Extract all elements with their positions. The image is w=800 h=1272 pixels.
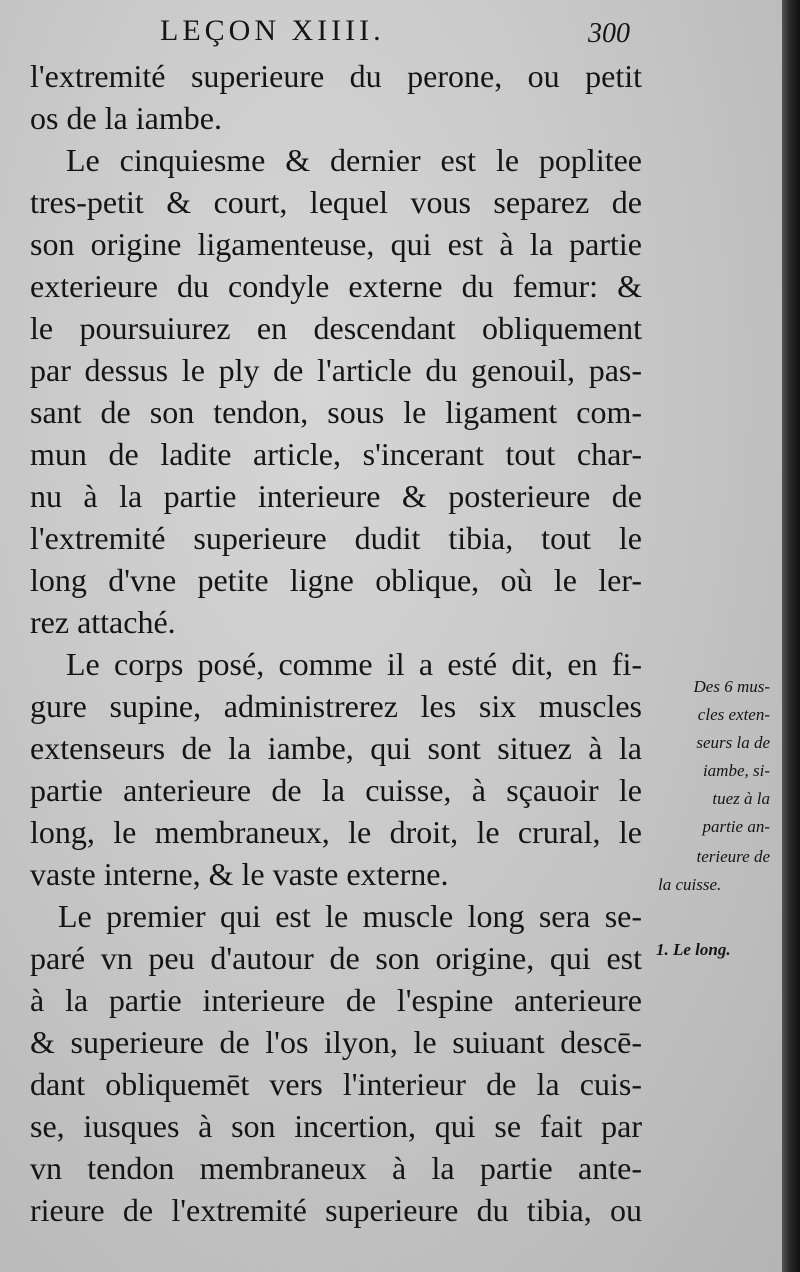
margin-note-line: la cuisse. <box>658 875 722 894</box>
text-line: l'extremité superieure dudit tibia, tout le <box>30 520 642 556</box>
text-line: rieure de l'extremité superieure du tibia, ou <box>30 1192 642 1228</box>
text-line: Le corps posé, comme il a esté dit, en fi- <box>66 646 642 682</box>
margin-label: 1. Le long. <box>656 940 731 959</box>
margin-note-line: seurs la de <box>696 733 770 752</box>
text-line: dant obliquemēt vers l'interieur de la cuis- <box>30 1066 642 1102</box>
text-line: à la partie interieure de l'espine anterieure <box>30 982 642 1018</box>
text-line: exterieure du condyle externe du femur: & <box>30 268 642 304</box>
text-line: Le premier qui est le muscle long sera se- <box>58 898 642 934</box>
text-line: le poursuiurez en descendant obliquement <box>30 310 642 346</box>
text-line: os de la iambe. <box>30 100 222 136</box>
text-line: partie anterieure de la cuisse, à sçauoir le <box>30 772 642 808</box>
page-header <box>0 8 782 54</box>
text-line: long, le membraneux, le droit, le crural, le <box>30 814 642 850</box>
text-line: rez attaché. <box>30 604 176 640</box>
margin-note-line: tuez à la <box>712 789 770 808</box>
text-line: extenseurs de la iambe, qui sont situez à la <box>30 730 642 766</box>
text-line: tres-petit & court, lequel vous separez de <box>30 184 642 220</box>
page-number: 300 <box>588 18 630 49</box>
margin-note-line: Des 6 mus- <box>693 677 770 696</box>
margin-note-line: terieure de <box>696 847 770 866</box>
text-line: Le cinquiesme & dernier est le poplitee <box>66 142 642 178</box>
text-line: mun de ladite article, s'incerant tout char- <box>30 436 642 472</box>
margin-note-line: partie an- <box>702 817 770 836</box>
text-line: long d'vne petite ligne oblique, où le ler- <box>30 562 642 598</box>
text-line: vaste interne, & le vaste externe. <box>30 856 449 892</box>
text-line: sant de son tendon, sous le ligament com- <box>30 394 642 430</box>
running-head: LEÇON XIIII. <box>160 14 385 47</box>
page-edge-shadow <box>782 0 800 1272</box>
margin-note-line: iambe, si- <box>702 761 770 780</box>
text-line: & superieure de l'os ilyon, le suiuant descē- <box>30 1024 642 1060</box>
text-line: paré vn peu d'autour de son origine, qui est <box>30 940 642 976</box>
text-line: son origine ligamenteuse, qui est à la partie <box>30 226 642 262</box>
margin-note-line: cles exten- <box>697 705 770 724</box>
text-line: nu à la partie interieure & posterieure de <box>30 478 642 514</box>
text-line: par dessus le ply de l'article du genouil, pas- <box>30 352 642 388</box>
text-line: vn tendon membraneux à la partie ante- <box>30 1150 642 1186</box>
text-line: gure supine, administrerez les six muscles <box>30 688 642 724</box>
text-line: se, iusques à son incertion, qui se fait par <box>30 1108 642 1144</box>
text-line: l'extremité superieure du perone, ou petit <box>30 58 642 94</box>
